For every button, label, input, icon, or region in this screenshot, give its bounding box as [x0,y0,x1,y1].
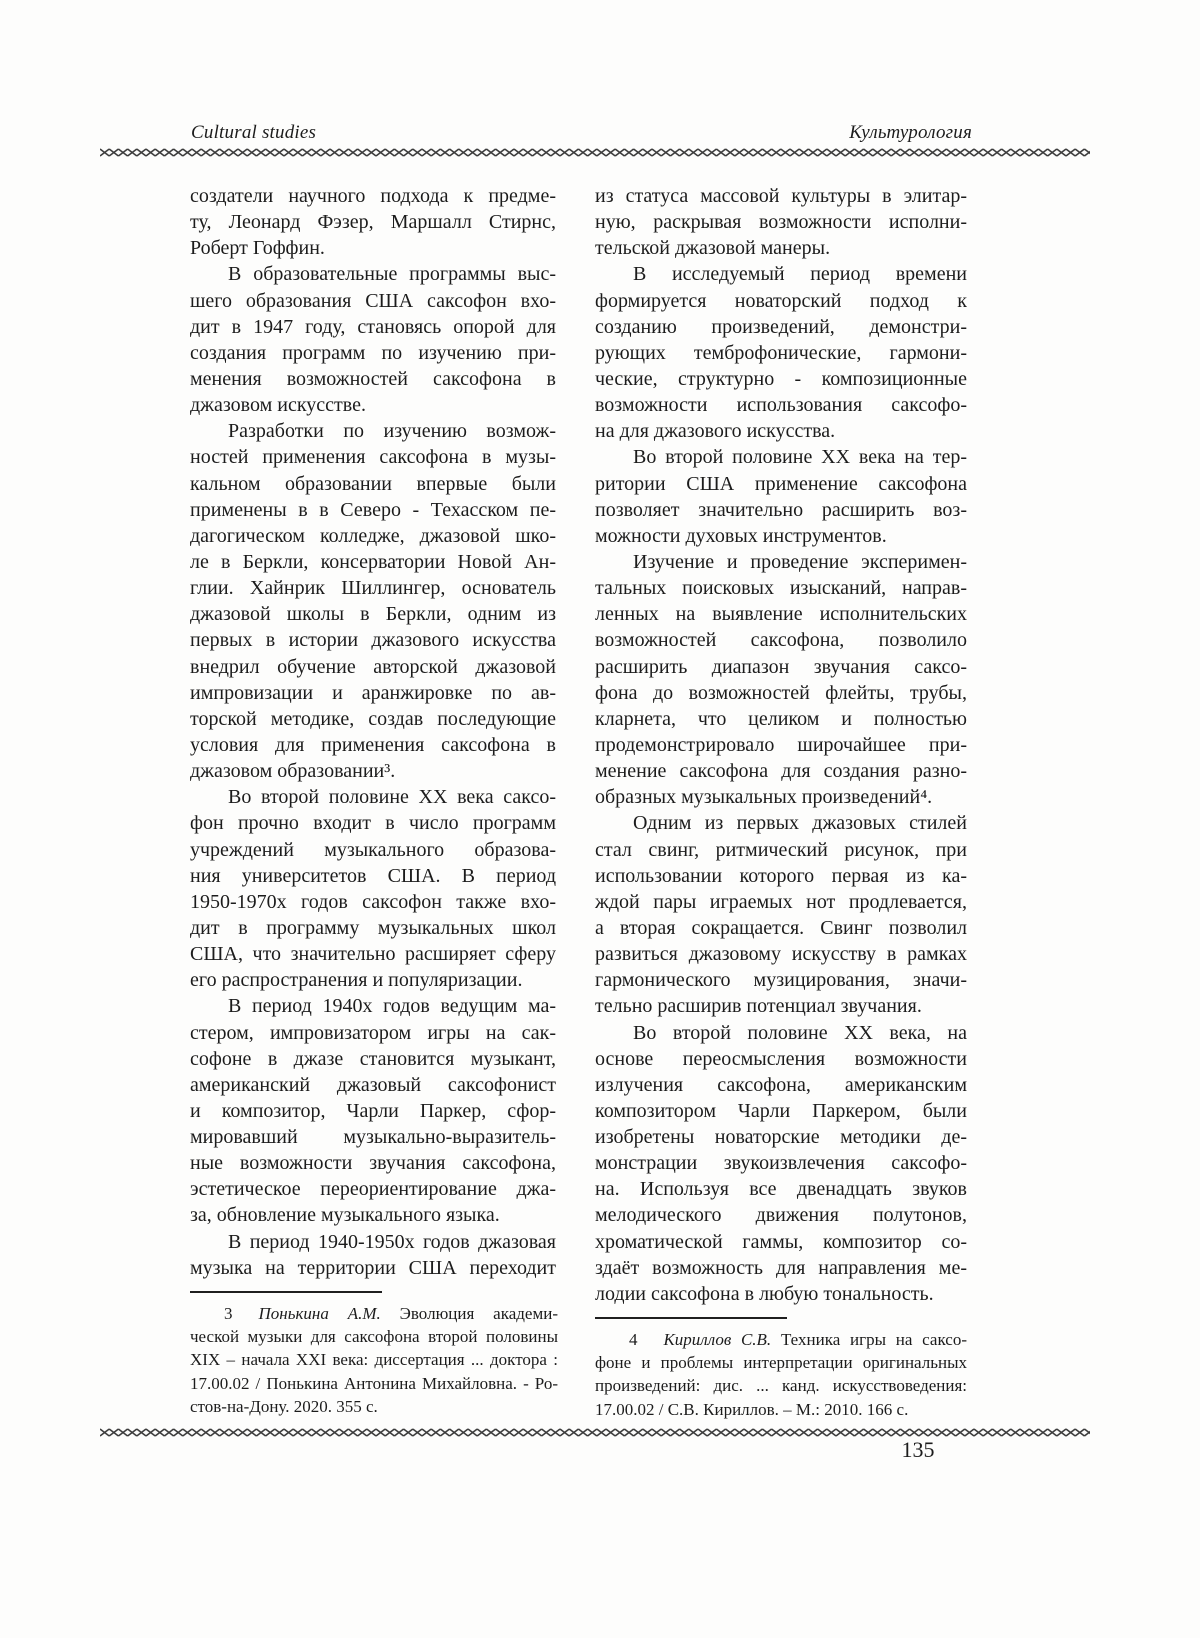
text-line: основе переосмысления возможности [595,1047,967,1070]
footnote-line: ческой музыки для саксофона второй половины [190,1327,558,1347]
running-head-left: Cultural studies [191,122,317,143]
footnote-line: 17.00.02 / С.В. Кириллов. – М.: 2010. 166 с. [595,1399,909,1419]
text-line: эстетическое переориентирование джа- [190,1178,556,1201]
text-line: образных музыкальных произведений⁴. [595,786,933,809]
text-line: возможностей саксофона, позволило [595,629,967,652]
text-line: В исследуемый период времени [633,263,967,286]
text-line: дит в 1947 году, становясь опорой для [190,315,556,338]
text-line: ные возможности звучания саксофона, [190,1152,556,1175]
text-line: ритории США применение саксофона [595,472,967,495]
text-line: Одним из первых джазовых стилей [633,812,967,835]
text-line: импровизации и аранжировке по ав- [190,681,556,704]
text-line: менения возможностей саксофона в [190,367,556,390]
text-line: ле в Беркли, консерватории Новой Ан- [190,550,556,573]
footnote-rule [595,1317,787,1319]
text-line: на. Используя все двенадцать звуков [595,1178,967,1201]
text-line: ностей применения саксофона в музы- [190,446,556,469]
page-number: 135 [901,1437,935,1462]
text-line: Во второй половине XX века, на [633,1021,967,1044]
text-line: кларнета, что целиком и полностью [595,707,967,730]
text-column-right [595,183,967,1307]
text-line: внедрил обучение авторской джазовой [190,655,556,678]
footnote-author: Кириллов С.В. [663,1330,772,1349]
text-line: возможности использования саксофо- [595,394,967,417]
text-line: можности духовых инструментов. [595,524,887,547]
text-line: ждой пары играемых нот продлевается, [595,890,967,913]
text-line: мировавший музыкально-выразитель- [190,1126,556,1149]
footnote-line: произведений: дис. ... канд. искусствоведения: [595,1376,967,1396]
text-line: В образовательные программы выс- [228,263,556,286]
text-line: его распространения и популяризации. [190,969,523,992]
text-line: излучения саксофона, американским [595,1073,967,1096]
text-line: США, что значительно расширяет сферу [190,943,556,966]
text-line: фон прочно входит в число программ [190,812,556,835]
text-line: композитором Чарли Паркером, были [595,1099,967,1122]
footnote-block-left [190,1291,558,1418]
text-line: ную, раскрывая возможности исполни- [595,211,967,234]
text-line: джазовой школы в Беркли, одним из [190,603,556,626]
text-line: софоне в джазе становится музыкант, [190,1047,556,1070]
text-line: первых в истории джазового искусства [190,629,556,652]
text-line: глии. Хайнрик Шиллингер, основатель [190,577,556,600]
text-line: Во второй половине XX века саксо- [228,786,556,809]
footnote-line: 17.00.02 / Понькина Антонина Михайловна. - Ро- [190,1373,558,1393]
text-line: стал свинг, ритмический рисунок, при [595,838,967,861]
text-line: на для джазового искусства. [595,420,836,443]
text-line: В период 1940х годов ведущим ма- [228,995,556,1018]
text-line: ленных на выявление исполнительских [595,603,967,626]
footnote-line: XIX – начала XXI века: диссертация ... доктора : [190,1350,558,1370]
text-line: из статуса массовой культуры в элитар- [595,185,967,207]
decorative-border-top [100,147,1090,158]
text-line: Изучение и проведение эксперимен- [633,550,967,573]
footnote-line: фоне и проблемы интерпретации оригинальных [595,1353,967,1373]
text-column-left [190,183,556,1281]
text-line: В период 1940-1950х годов джазовая [228,1230,556,1253]
footnote-line: стов-на-Дону. 2020. 355 с. [190,1396,378,1416]
text-line: лодии саксофона в любую тональность. [595,1282,934,1305]
text-line: ческие, структурно - композиционные [595,367,967,390]
text-line: джазовом искусстве. [190,394,366,417]
text-line: Роберт Гоффин. [190,237,325,260]
text-line: здаёт возможность для направления ме- [595,1256,967,1279]
text-line: ния университетов США. В период [190,864,556,887]
footnote-marker: 4 [629,1330,638,1349]
text-line: Разработки по изучению возмож- [228,420,556,443]
text-line: условия для применения саксофона в [190,733,556,756]
text-line: развиться джазовому искусству в рамках [595,943,967,966]
footnote-rule [190,1291,382,1293]
text-line: использовании которого первая из ка- [595,864,967,887]
text-line: дагогическом колледже, джазовой шко- [190,524,556,547]
text-line: и композитор, Чарли Паркер, сфор- [190,1099,556,1122]
text-line: создания программ по изучению при- [190,341,556,364]
text-line: кальном образовании впервые были [190,472,556,495]
text-line: применены в в Северо - Техасском пе- [190,498,556,521]
footnote-block-right [595,1317,967,1421]
text-line: формируется новаторский подход к [595,289,967,312]
text-line: учреждений музыкального образова- [190,838,556,861]
text-line: рующих темброфонические, гармони- [595,341,967,364]
text-line: американский джазовый саксофонист [190,1073,556,1096]
text-line: позволяет значительно расширить воз- [595,498,967,521]
text-line: менение саксофона для создания разно- [595,760,967,783]
text-line: ту, Леонард Фэзер, Маршалл Стирнс, [190,211,556,234]
text-line: продемонстрировало широчайшее при- [595,733,967,756]
text-line: фона до возможностей флейты, трубы, [595,681,967,704]
text-line: шего образования США саксофон вхо- [190,289,556,312]
text-line: Во второй половине XX века на тер- [633,446,967,469]
text-line: монстрации звукоизвлечения саксофо- [595,1152,967,1175]
text-line: тельно расширив потенциал звучания. [595,995,922,1018]
footnote-first-line: 4 Кириллов С.В. Техника игры на саксо- [629,1330,967,1349]
text-line: торской методике, создав последующие [190,707,556,730]
running-head-right: Культурология [849,122,972,143]
text-line: мелодического движения полутонов, [595,1204,967,1227]
text-line: расширить диапазон звучания саксо- [595,655,967,678]
text-line: 1950-1970х годов саксофон также вхо- [190,890,556,913]
text-line: тальных поисковых изысканий, направ- [595,577,967,600]
text-line: а вторая сокращается. Свинг позволил [595,916,967,939]
text-line: стером, импровизатором игры на сак- [190,1021,556,1044]
footnote-first-line: 3 Понькина А.М. Эволюция академи- [224,1304,558,1323]
text-line: за, обновление музыкального языка. [190,1204,500,1227]
text-line: гармонического музицирования, значи- [595,969,967,992]
text-line: джазовом образовании³. [190,760,396,783]
text-line: тельской джазовой манеры. [595,237,831,260]
footnote-author: Понькина А.М. [258,1304,381,1323]
text-line: создатели научного подхода к предме- [190,185,556,207]
footnote-marker: 3 [224,1304,233,1323]
text-line: хроматической гаммы, композитор со- [595,1230,967,1253]
text-line: изобретены новаторские методики де- [595,1126,967,1149]
text-line: созданию произведений, демонстри- [595,315,967,338]
text-line: дит в программу музыкальных школ [190,916,556,939]
text-line: музыка на территории США переходит [190,1256,556,1279]
